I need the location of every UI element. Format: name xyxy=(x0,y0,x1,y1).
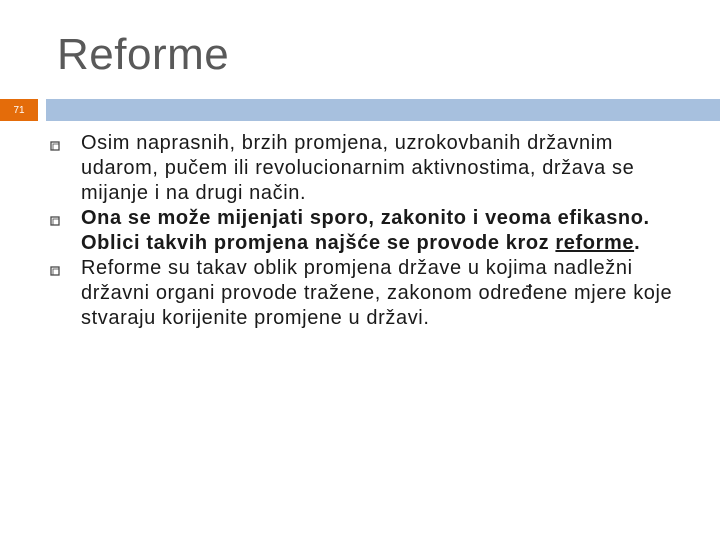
bullet-text-part: . xyxy=(634,232,641,254)
bullet-text: Reforme su takav oblik promjena države u kojima nadležni državni organi provode tražene, zakonom određene mjere koje stvaraju korijenite promjene u državi. xyxy=(81,257,673,329)
square-bullet-icon xyxy=(50,256,81,276)
bullet-text xyxy=(81,206,690,256)
square-bullet-icon xyxy=(50,206,81,226)
header-bar xyxy=(46,99,720,121)
bullet-text-part: Ona se može mijenjati sporo, zakonito i veoma efikasno. Oblici takvih promjena najšće se provode kroz xyxy=(81,207,650,254)
slide-number: 71 xyxy=(13,104,25,116)
square-bullet-icon xyxy=(50,131,81,151)
bullet-item xyxy=(50,206,690,256)
slide-content xyxy=(50,131,690,331)
bullet-item xyxy=(50,131,690,206)
bullet-item xyxy=(50,256,690,331)
slide-number-badge xyxy=(0,99,38,121)
bullet-text: Osim naprasnih, brzih promjena, uzrokovbanih državnim udarom, pučem ili revolucionarnim aktivnostima, država se mijanje i na drugi način. xyxy=(81,132,635,204)
slide-title: Reforme xyxy=(57,30,230,79)
reforme-link[interactable]: reforme xyxy=(555,232,635,254)
